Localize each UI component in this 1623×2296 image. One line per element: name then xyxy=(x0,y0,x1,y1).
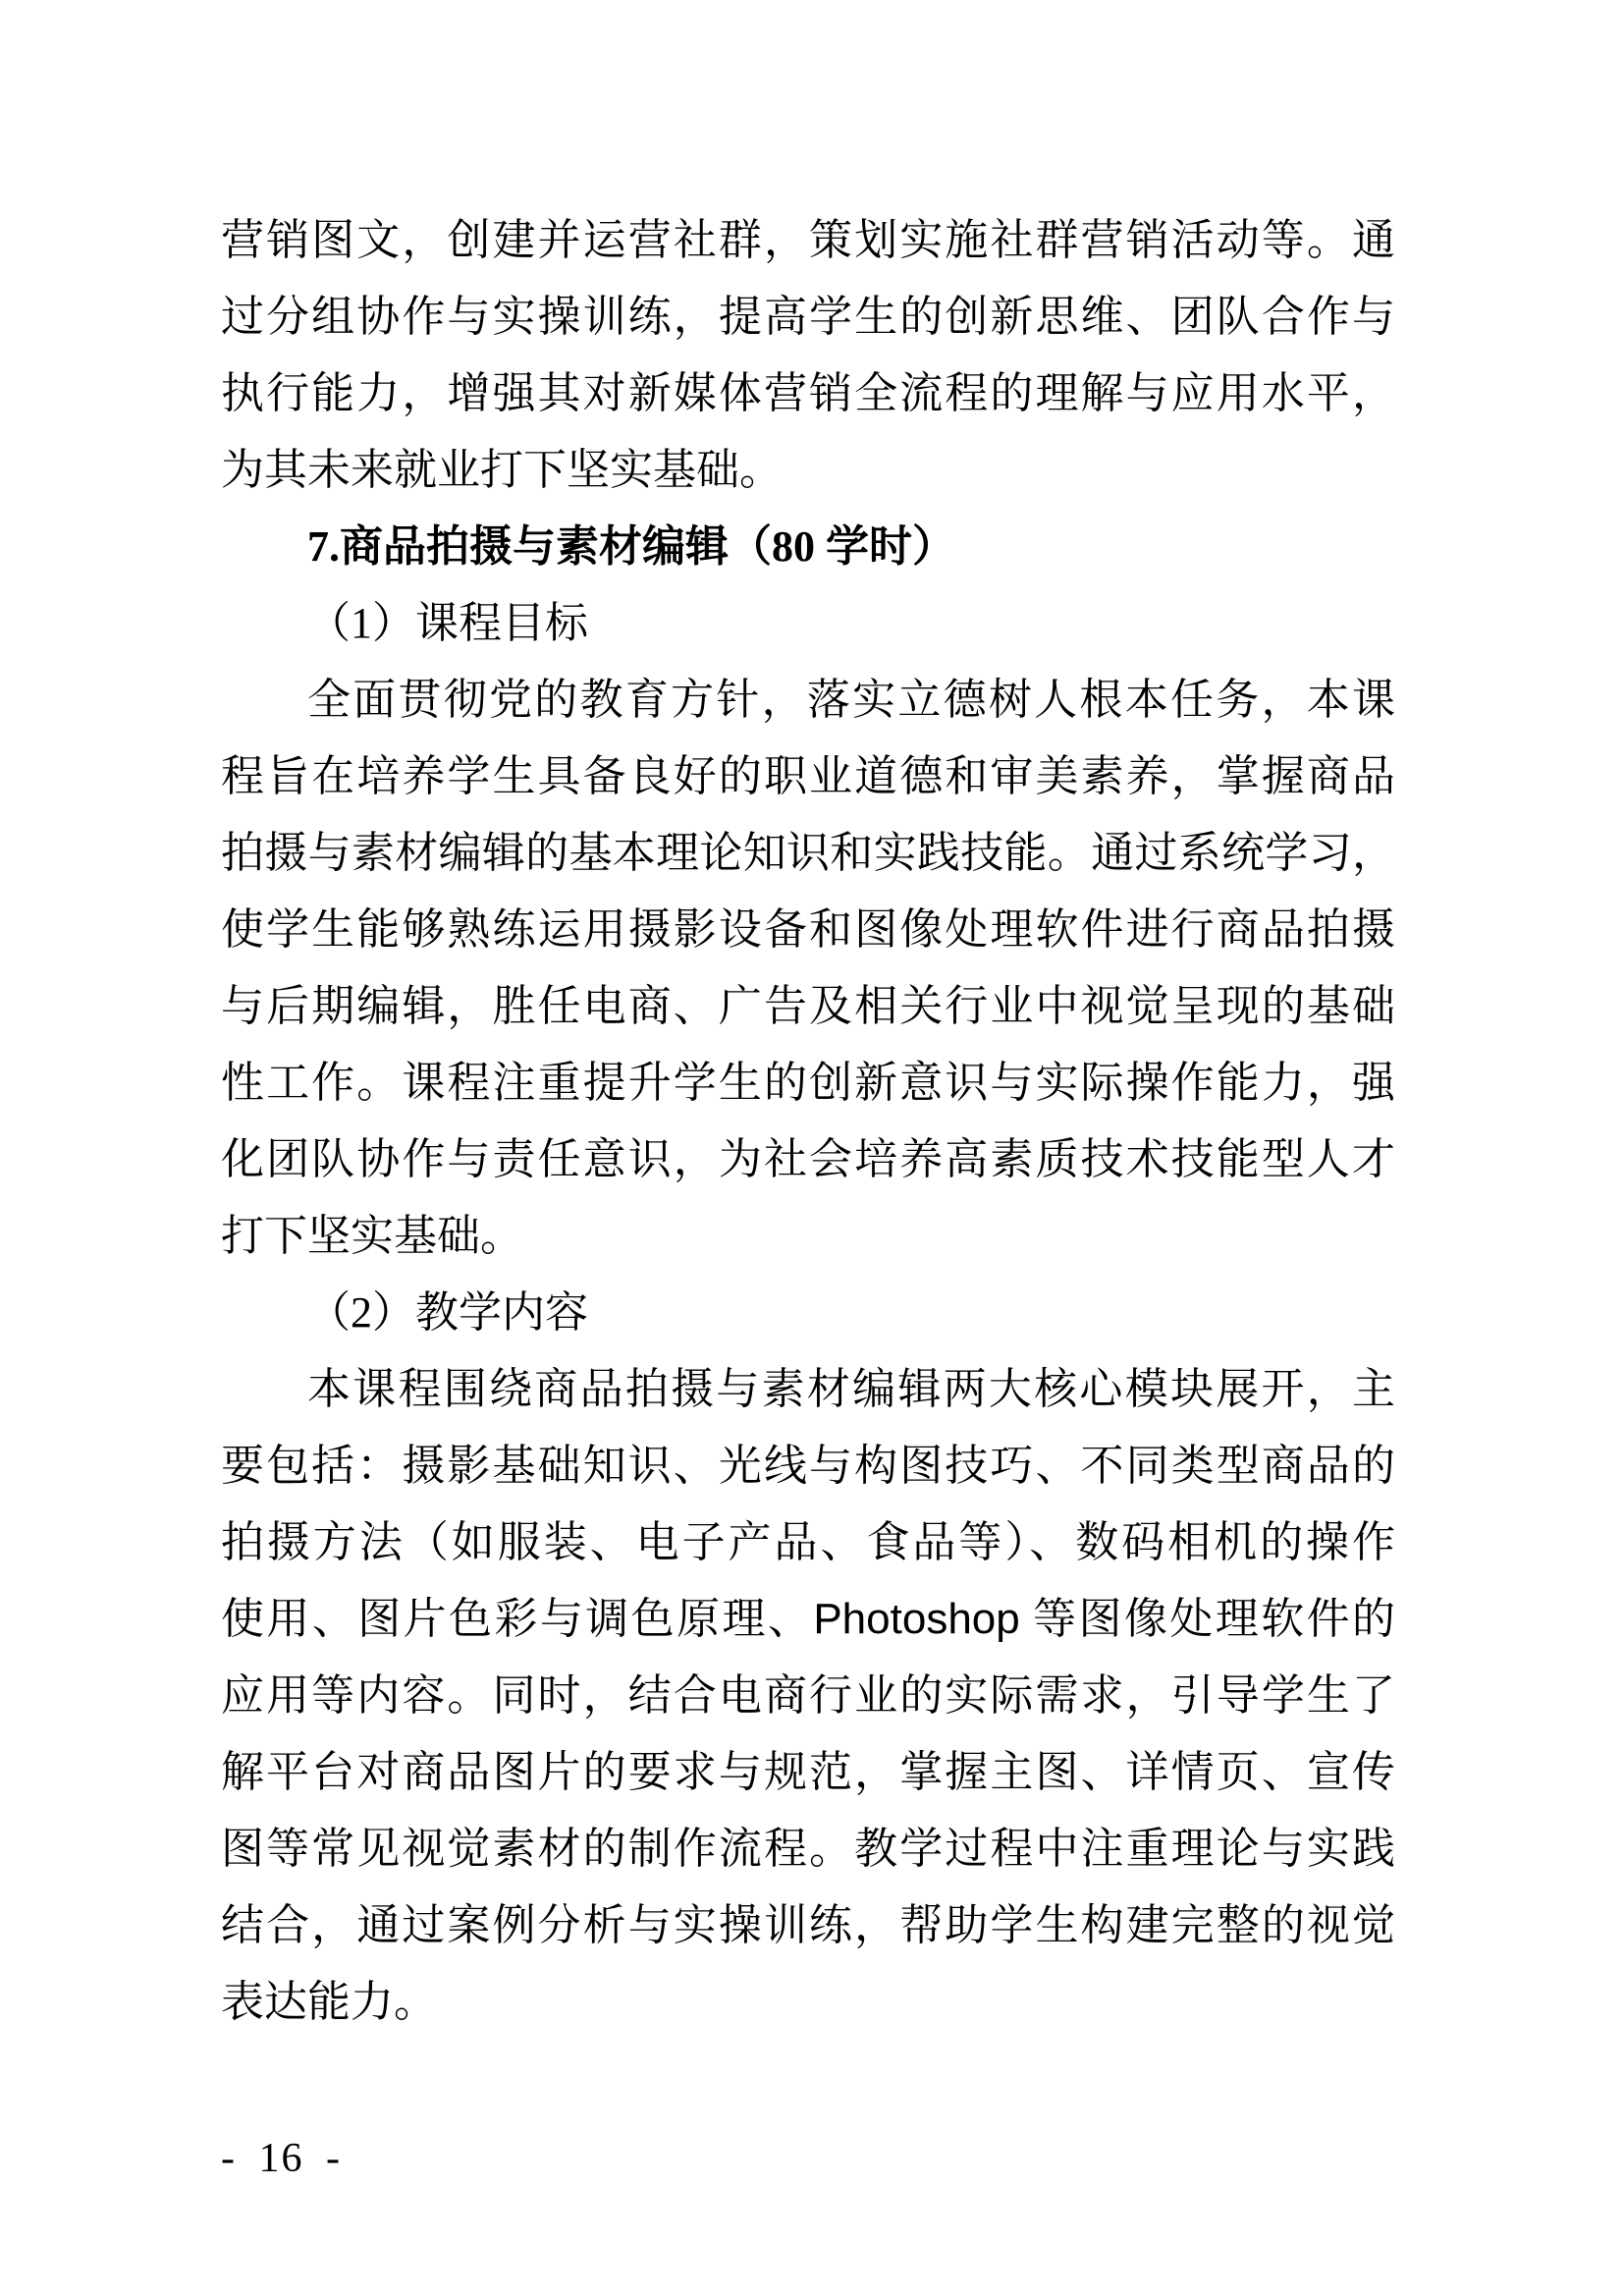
body-line: 拍摄方法（如服装、电子产品、食品等）、数码相机的操作 xyxy=(221,1518,1395,1566)
body-text-run: 等图像处理软件的 xyxy=(1019,1595,1395,1643)
body-line: 拍摄与素材编辑的基本理论知识和实践技能。通过系统学习， xyxy=(221,829,1395,877)
document-text-block xyxy=(221,202,1395,2041)
page-number: - 16 - xyxy=(221,2136,342,2181)
body-line: 应用等内容。同时，结合电商行业的实际需求，引导学生了 xyxy=(221,1671,1395,1720)
latin-text: Photoshop xyxy=(813,1595,1020,1643)
body-line: 营销图文，创建并运营社群，策划实施社群营销活动等。通 xyxy=(221,216,1395,264)
paragraph-last-line: 表达能力。 xyxy=(221,1978,437,2026)
body-line: 解平台对商品图片的要求与规范，掌握主图、详情页、宣传 xyxy=(221,1748,1395,1796)
body-line: 程旨在培养学生具备良好的职业道德和审美素养，掌握商品 xyxy=(221,752,1395,800)
body-line xyxy=(221,1581,1395,1658)
section-heading: 7.商品拍摄与素材编辑（80 学时） xyxy=(307,522,955,571)
body-line: 过分组协作与实操训练，提高学生的创新思维、团队合作与 xyxy=(221,293,1395,341)
body-line: 执行能力，增强其对新媒体营销全流程的理解与应用水平， xyxy=(221,369,1395,417)
body-line: 化团队协作与责任意识，为社会培养高素质技术技能型人才 xyxy=(221,1135,1395,1183)
body-line: 使学生能够熟练运用摄影设备和图像处理软件进行商品拍摄 xyxy=(221,905,1395,954)
paragraph-last-line: 为其未来就业打下坚实基础。 xyxy=(221,446,783,494)
body-line: 要包括：摄影基础知识、光线与构图技巧、不同类型商品的 xyxy=(221,1442,1395,1490)
body-line: 全面贯彻党的教育方针，落实立德树人根本任务，本课 xyxy=(307,676,1395,724)
body-line: 性工作。课程注重提升学生的创新意识与实际操作能力，强 xyxy=(221,1059,1395,1107)
subsection-heading: （1）课程目标 xyxy=(307,599,588,647)
paragraph-last-line: 打下坚实基础。 xyxy=(221,1212,523,1260)
subsection-heading: （2）教学内容 xyxy=(307,1288,588,1337)
body-text-run: 使用、图片色彩与调色原理、 xyxy=(221,1595,814,1643)
body-line: 与后期编辑，胜任电商、广告及相关行业中视觉呈现的基础 xyxy=(221,982,1395,1030)
body-line: 结合，通过案例分析与实操训练，帮助学生构建完整的视觉 xyxy=(221,1901,1395,1949)
body-line: 图等常见视觉素材的制作流程。教学过程中注重理论与实践 xyxy=(221,1825,1395,1873)
body-line: 本课程围绕商品拍摄与素材编辑两大核心模块展开，主 xyxy=(307,1365,1395,1413)
